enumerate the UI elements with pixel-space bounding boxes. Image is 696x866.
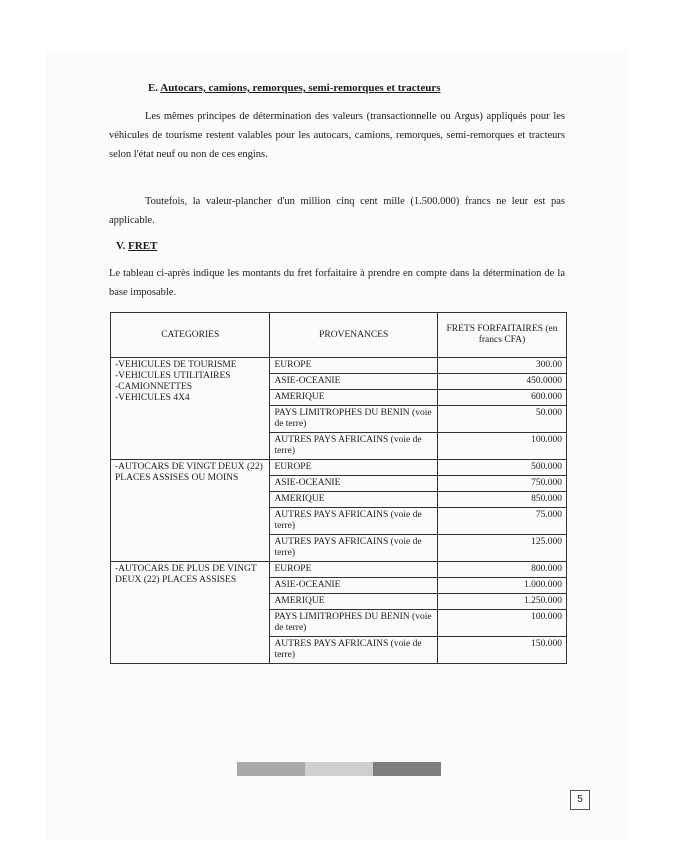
fret-value-cell: 1.250.000 (438, 594, 567, 610)
paragraph-freight-intro: Le tableau ci-après indique les montants du fret forfaitaire à prendre en compte dans la détermination de la base imposable. (109, 268, 565, 298)
freight-table (110, 312, 567, 664)
provenance-cell: AUTRES PAYS AFRICAINS (voie de terre) (270, 433, 438, 460)
category-cell: -VEHICULES DE TOURISME -VEHICULES UTILITAIRES -CAMIONNETTES -VEHICULES 4X4 (111, 358, 270, 460)
fret-value-cell: 1.000.000 (438, 578, 567, 594)
header-categories: CATEGORIES (111, 313, 270, 358)
category-cell: -AUTOCARS DE VINGT DEUX (22) PLACES ASSISES OU MOINS (111, 460, 270, 562)
provenance-cell: EUROPE (270, 358, 438, 374)
fret-value-cell: 150.000 (438, 637, 567, 664)
page-number: 5 (570, 790, 590, 810)
provenance-cell: ASIE-OCEANIE (270, 374, 438, 390)
footer-bar-segment (373, 762, 441, 776)
fret-value-cell: 100.000 (438, 610, 567, 637)
table-row (111, 358, 567, 374)
fret-value-cell: 800.000 (438, 562, 567, 578)
section-v-title: FRET (128, 240, 158, 252)
header-frets: FRETS FORFAITAIRES (en francs CFA) (438, 313, 567, 358)
footer-bar-segment (305, 762, 373, 776)
provenance-cell: PAYS LIMITROPHES DU BENIN (voie de terre) (270, 406, 438, 433)
category-cell: -AUTOCARS DE PLUS DE VINGT DEUX (22) PLACES ASSISES (111, 562, 270, 664)
fret-value-cell: 750.000 (438, 476, 567, 492)
paragraph-valuation-principles: Les mêmes principes de détermination des valeurs (transactionnelle ou Argus) appliqués pour les véhicules de tourisme restent valables pour les autocars, camions, remorques, semi-remorques et tracteurs selon l'état neuf ou non de ces engins. (109, 111, 565, 160)
section-e-title: Autocars, camions, remorques, semi-remorques et tracteurs (160, 82, 441, 94)
provenance-cell: AUTRES PAYS AFRICAINS (voie de terre) (270, 535, 438, 562)
provenance-cell: PAYS LIMITROPHES DU BENIN (voie de terre) (270, 610, 438, 637)
fret-value-cell: 125.000 (438, 535, 567, 562)
fret-value-cell: 450.0000 (438, 374, 567, 390)
section-v-number: V. (116, 240, 126, 252)
fret-value-cell: 500.000 (438, 460, 567, 476)
provenance-cell: EUROPE (270, 562, 438, 578)
footer-decorative-bar (237, 762, 441, 776)
fret-value-cell: 100.000 (438, 433, 567, 460)
provenance-cell: AUTRES PAYS AFRICAINS (voie de terre) (270, 508, 438, 535)
footer-bar-segment (237, 762, 305, 776)
fret-value-cell: 300.00 (438, 358, 567, 374)
provenance-cell: ASIE-OCEANIE (270, 578, 438, 594)
section-e-heading (148, 82, 441, 94)
header-provenances: PROVENANCES (270, 313, 438, 358)
provenance-cell: EUROPE (270, 460, 438, 476)
table-row (111, 562, 567, 578)
provenance-cell: AMERIQUE (270, 594, 438, 610)
table-row (111, 460, 567, 476)
section-v-heading (116, 240, 157, 252)
provenance-cell: AMERIQUE (270, 492, 438, 508)
provenance-cell: AUTRES PAYS AFRICAINS (voie de terre) (270, 637, 438, 664)
table-header-row (111, 313, 567, 358)
provenance-cell: AMERIQUE (270, 390, 438, 406)
fret-value-cell: 600.000 (438, 390, 567, 406)
paragraph-floor-value: Toutefois, la valeur-plancher d'un million cinq cent mille (1.500.000) francs ne leur est pas applicable. (109, 196, 565, 226)
section-e-letter: E. (148, 82, 159, 94)
fret-value-cell: 50.000 (438, 406, 567, 433)
fret-value-cell: 75.000 (438, 508, 567, 535)
fret-value-cell: 850.000 (438, 492, 567, 508)
provenance-cell: ASIE-OCEANIE (270, 476, 438, 492)
